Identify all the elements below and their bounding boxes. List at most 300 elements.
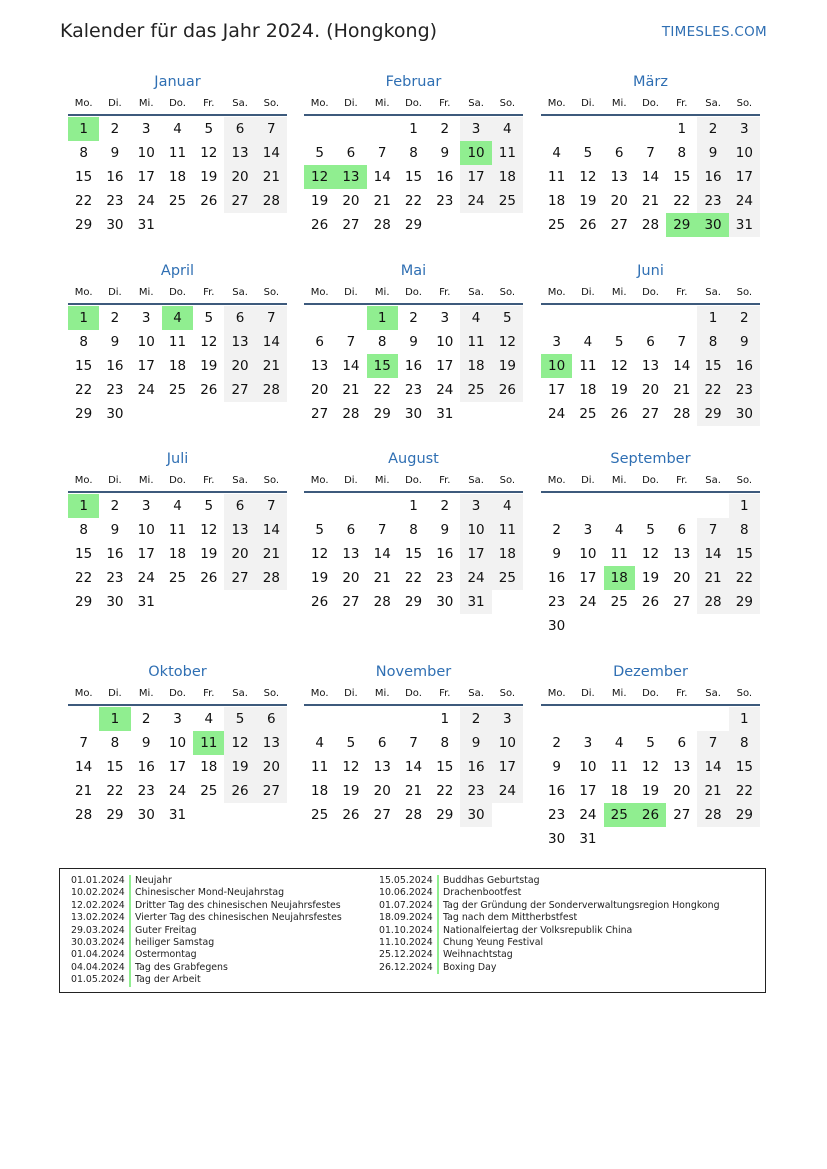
day-cell: 29 [697,402,728,426]
empty-day-cell [367,117,398,141]
day-cell: 28 [75,807,93,823]
weekday-label: Fr. [203,475,215,486]
day-cell: 5 [646,735,655,751]
empty-day-cell [604,707,635,731]
holiday-date: 10.02.2024 [71,887,131,899]
weekday-header [541,471,760,493]
day-cell: 16 [548,570,566,586]
empty-day-cell [398,707,429,731]
weekday-label: So. [263,287,280,298]
empty-day-cell [572,306,603,330]
weekday-label: Di. [108,98,122,109]
weekday-label: Di. [581,475,595,486]
day-cell: 25 [168,382,187,398]
day-cell: 19 [610,382,628,398]
weekday-label: Mo. [547,475,566,486]
month-februar [304,70,523,237]
day-cell: 8 [377,334,387,350]
month-mai [304,259,523,426]
weekday-label: Di. [108,688,122,699]
day-cell: 6 [224,494,255,518]
weekday-label: Do. [642,287,659,298]
holiday-name: Tag des Grabfegens [135,961,228,973]
day-cell: 30 [436,594,454,610]
holiday-day-cell: 10 [460,141,491,165]
day-cell: 2 [110,121,120,137]
day-cell: 21 [404,783,423,799]
holiday-day-cell: 1 [99,707,130,731]
day-cell: 24 [729,189,760,213]
day-cell: 28 [342,406,360,422]
holiday-date: 25.12.2024 [379,949,439,961]
weekday-label: Mo. [74,287,93,298]
month-juli [68,447,287,614]
day-cell: 26 [200,193,218,209]
day-cell: 14 [256,141,287,165]
weekday-label: Fr. [439,98,451,109]
day-cell: 5 [315,522,324,538]
day-cell: 26 [579,217,597,233]
day-cell: 7 [256,494,287,518]
holiday-name: heiliger Samstag [135,936,215,948]
weekday-header [68,283,287,305]
weekday-label: Fr. [676,98,688,109]
day-cell: 24 [137,382,155,398]
day-cell: 19 [200,546,218,562]
day-cell: 6 [377,735,387,751]
day-cell: 23 [106,382,124,398]
empty-day-cell [572,494,603,518]
weekday-label: Do. [169,287,186,298]
day-cell: 7 [646,145,655,161]
holiday-day-cell: 25 [604,803,635,827]
day-cell: 6 [677,735,687,751]
weekday-label: Mo. [310,688,329,699]
day-cell: 7 [677,334,687,350]
holiday-day-cell: 10 [541,354,572,378]
holiday-date: 13.02.2024 [71,912,131,924]
holiday-day-cell: 1 [68,494,99,518]
day-cell: 27 [673,594,691,610]
day-cell: 23 [697,189,728,213]
day-cell: 28 [697,590,728,614]
weekday-label: Mi. [374,688,390,699]
holiday-name: Chinesischer Mond-Neujahrstag [135,887,285,899]
weekday-label: Sa. [705,287,721,298]
day-cell: 18 [579,382,597,398]
empty-day-cell [604,306,635,330]
day-cell: 27 [256,779,287,803]
day-cell: 18 [168,546,187,562]
day-cell: 25 [492,566,523,590]
day-cell: 21 [373,570,391,586]
day-cell: 10 [168,735,187,751]
weekday-label: Fr. [439,475,451,486]
holiday-legend-row [71,937,342,949]
day-cell: 29 [729,803,760,827]
day-cell: 7 [377,522,387,538]
month-title: August [388,451,439,467]
holiday-date: 01.10.2024 [379,925,439,937]
holiday-day-cell: 1 [367,306,398,330]
day-cell: 23 [729,378,760,402]
weekday-label: So. [263,688,280,699]
empty-day-cell [635,494,666,518]
day-cell: 9 [440,522,450,538]
day-cell: 10 [137,145,155,161]
day-cell: 4 [173,498,182,514]
day-cell: 11 [168,145,187,161]
day-cell: 5 [204,310,214,326]
day-cell: 2 [110,498,120,514]
day-cell: 31 [579,831,597,847]
day-cell: 18 [610,783,628,799]
day-cell: 21 [256,165,287,189]
empty-day-cell [697,494,728,518]
holiday-date: 01.04.2024 [71,949,131,961]
day-cell: 3 [492,707,523,731]
month-title: April [160,263,195,279]
month-märz [541,70,760,237]
holiday-day-cell: 30 [697,213,728,237]
weekday-label: So. [263,475,280,486]
day-cell: 18 [492,542,523,566]
holiday-date: 01.07.2024 [379,900,439,912]
day-grid [68,306,287,426]
day-cell: 5 [346,735,356,751]
weekday-label: Mi. [138,475,154,486]
day-cell: 23 [460,779,491,803]
day-grid [304,707,523,827]
weekday-label: Mi. [374,475,390,486]
day-cell: 18 [168,169,187,185]
day-cell: 29 [404,594,423,610]
day-cell: 22 [729,566,760,590]
day-cell: 4 [173,121,182,137]
empty-day-cell [541,117,572,141]
day-cell: 20 [673,570,691,586]
weekday-label: Mo. [547,98,566,109]
day-cell: 11 [492,518,523,542]
day-cell: 1 [729,494,760,518]
day-cell: 17 [460,542,491,566]
day-cell: 22 [75,570,93,586]
holiday-name: Neujahr [135,875,172,886]
day-cell: 8 [110,735,120,751]
day-cell: 7 [346,334,356,350]
day-cell: 16 [460,755,491,779]
day-cell: 3 [460,494,491,518]
day-cell: 13 [256,731,287,755]
day-cell: 14 [641,169,660,185]
day-cell: 22 [373,382,391,398]
day-cell: 4 [460,306,491,330]
weekday-label: Do. [169,688,186,699]
weekday-label: Sa. [468,475,484,486]
day-cell: 25 [168,193,187,209]
day-cell: 8 [79,145,88,161]
holiday-name: Chung Yeung Festival [443,936,544,948]
day-cell: 13 [311,358,329,374]
holiday-legend-row [71,949,342,961]
day-cell: 24 [460,189,491,213]
day-cell: 29 [75,217,93,233]
day-cell: 23 [404,382,423,398]
day-cell: 2 [440,498,450,514]
day-cell: 1 [697,306,728,330]
day-cell: 15 [404,546,423,562]
day-cell: 26 [641,594,660,610]
holiday-legend-row [71,912,342,924]
day-cell: 23 [106,570,124,586]
weekday-header [304,283,523,305]
day-cell: 20 [342,570,360,586]
day-cell: 19 [311,570,329,586]
holiday-name: Dritter Tag des chinesischen Neujahrsfestes [135,899,341,911]
holiday-day-cell: 13 [335,165,366,189]
holiday-name: Guter Freitag [135,924,197,936]
empty-day-cell [666,494,697,518]
day-cell: 16 [106,358,124,374]
day-cell: 24 [137,570,155,586]
holiday-name: Weihnachtstag [443,949,513,961]
day-cell: 26 [342,807,360,823]
day-cell: 20 [224,165,255,189]
empty-day-cell [335,306,366,330]
day-cell: 9 [460,731,491,755]
day-cell: 28 [256,189,287,213]
day-cell: 29 [373,406,391,422]
weekday-label: Mo. [547,688,566,699]
day-cell: 23 [548,594,566,610]
day-cell: 1 [409,498,418,514]
weekday-header [304,684,523,706]
day-cell: 17 [548,382,566,398]
weekday-label: So. [263,98,280,109]
month-title: November [375,664,452,680]
day-cell: 2 [440,121,450,137]
weekday-header [304,94,523,116]
day-cell: 19 [200,358,218,374]
day-cell: 12 [200,522,218,538]
weekday-label: Mi. [611,688,627,699]
empty-day-cell [335,707,366,731]
day-cell: 28 [256,566,287,590]
day-cell: 14 [256,330,287,354]
day-cell: 28 [404,807,423,823]
holiday-name: Tag der Gründung der Sonderverwaltungsregion Hongkong [443,899,720,911]
weekday-label: Do. [169,475,186,486]
brand-logo-text[interactable]: TIMESLES.COM [661,24,767,40]
holiday-day-cell: 11 [193,731,224,755]
month-juni [541,259,760,426]
day-cell: 2 [110,310,120,326]
day-cell: 30 [548,831,566,847]
weekday-label: Di. [344,688,358,699]
weekday-label: So. [499,475,516,486]
day-cell: 10 [579,759,597,775]
weekday-label: Sa. [705,475,721,486]
empty-day-cell [304,306,335,330]
day-cell: 16 [729,354,760,378]
weekday-label: Di. [581,688,595,699]
day-cell: 26 [224,779,255,803]
day-grid [304,494,523,614]
day-cell: 6 [346,522,356,538]
holiday-legend-row [71,875,342,887]
day-cell: 13 [224,330,255,354]
day-cell: 3 [552,334,561,350]
empty-day-cell [367,707,398,731]
day-cell: 31 [168,807,187,823]
day-cell: 3 [173,711,182,727]
holiday-legend [59,868,766,993]
weekday-label: Di. [344,98,358,109]
weekday-label: Do. [405,475,422,486]
month-title: Mai [400,263,427,279]
holiday-date: 26.12.2024 [379,962,439,974]
day-cell: 16 [137,759,155,775]
day-cell: 1 [409,121,418,137]
day-cell: 15 [75,546,93,562]
month-april [68,259,287,426]
day-cell: 3 [729,117,760,141]
holiday-day-cell: 12 [304,165,335,189]
day-cell: 29 [729,590,760,614]
day-cell: 21 [673,382,691,398]
holiday-name: Ostermontag [135,949,197,961]
day-cell: 25 [200,783,218,799]
holiday-date: 10.06.2024 [379,887,439,899]
day-cell: 15 [75,358,93,374]
day-cell: 5 [224,707,255,731]
day-grid [541,117,760,237]
month-title: März [633,74,668,90]
day-cell: 13 [224,141,255,165]
day-cell: 27 [373,807,391,823]
day-cell: 13 [673,546,691,562]
day-cell: 23 [548,807,566,823]
day-cell: 7 [409,735,418,751]
weekday-label: Di. [581,98,595,109]
holiday-name: Boxing Day [443,961,497,973]
day-cell: 27 [224,378,255,402]
day-cell: 3 [583,522,593,538]
holiday-day-cell: 4 [162,306,193,330]
day-cell: 8 [79,334,88,350]
day-cell: 4 [614,735,624,751]
weekday-label: Do. [642,98,659,109]
day-grid [68,494,287,614]
day-cell: 20 [311,382,329,398]
day-grid [304,117,523,237]
day-cell: 28 [256,378,287,402]
day-cell: 25 [311,807,329,823]
day-cell: 27 [342,217,360,233]
empty-day-cell [635,117,666,141]
day-cell: 9 [141,735,151,751]
day-cell: 9 [552,759,561,775]
day-cell: 21 [256,354,287,378]
day-cell: 24 [579,594,597,610]
empty-day-cell [572,117,603,141]
day-cell: 18 [200,759,218,775]
day-cell: 4 [315,735,324,751]
day-cell: 17 [137,169,155,185]
day-cell: 15 [436,759,454,775]
weekday-label: Di. [108,287,122,298]
day-cell: 9 [440,145,450,161]
day-cell: 19 [492,354,523,378]
weekday-label: Sa. [468,98,484,109]
day-cell: 22 [106,783,124,799]
empty-day-cell [666,306,697,330]
day-cell: 27 [224,566,255,590]
day-cell: 30 [106,594,124,610]
day-cell: 15 [729,755,760,779]
day-cell: 26 [610,406,628,422]
day-cell: 2 [697,117,728,141]
day-cell: 16 [436,546,454,562]
empty-day-cell [304,494,335,518]
day-cell: 26 [492,378,523,402]
day-cell: 28 [641,217,660,233]
weekday-label: Mi. [611,475,627,486]
day-cell: 5 [315,145,324,161]
month-title: Juni [637,263,664,279]
day-cell: 4 [204,711,214,727]
day-cell: 2 [552,522,561,538]
day-cell: 1 [729,707,760,731]
day-cell: 3 [141,121,151,137]
day-cell: 8 [697,330,728,354]
day-cell: 23 [106,193,124,209]
day-cell: 30 [106,406,124,422]
day-cell: 10 [492,731,523,755]
day-cell: 2 [460,707,491,731]
day-cell: 2 [141,711,151,727]
weekday-label: So. [736,688,753,699]
weekday-label: Fr. [203,688,215,699]
weekday-label: Do. [405,287,422,298]
holiday-legend-row [379,962,720,974]
day-cell: 12 [579,169,597,185]
day-grid [68,117,287,237]
day-cell: 20 [224,354,255,378]
day-cell: 27 [342,594,360,610]
day-cell: 28 [373,594,391,610]
day-cell: 6 [224,306,255,330]
day-cell: 9 [110,334,120,350]
holiday-date: 01.05.2024 [71,974,131,986]
weekday-label: Do. [642,475,659,486]
empty-day-cell [697,707,728,731]
day-cell: 5 [204,121,214,137]
day-cell: 25 [548,217,566,233]
day-cell: 13 [641,358,660,374]
month-dezember [541,660,760,851]
holiday-legend-row [71,925,342,937]
weekday-header [304,471,523,493]
day-cell: 19 [579,193,597,209]
day-cell: 17 [168,759,187,775]
weekday-label: Mi. [374,98,390,109]
day-cell: 21 [641,193,660,209]
day-cell: 4 [583,334,593,350]
day-cell: 10 [436,334,454,350]
day-cell: 13 [224,518,255,542]
day-cell: 10 [460,518,491,542]
